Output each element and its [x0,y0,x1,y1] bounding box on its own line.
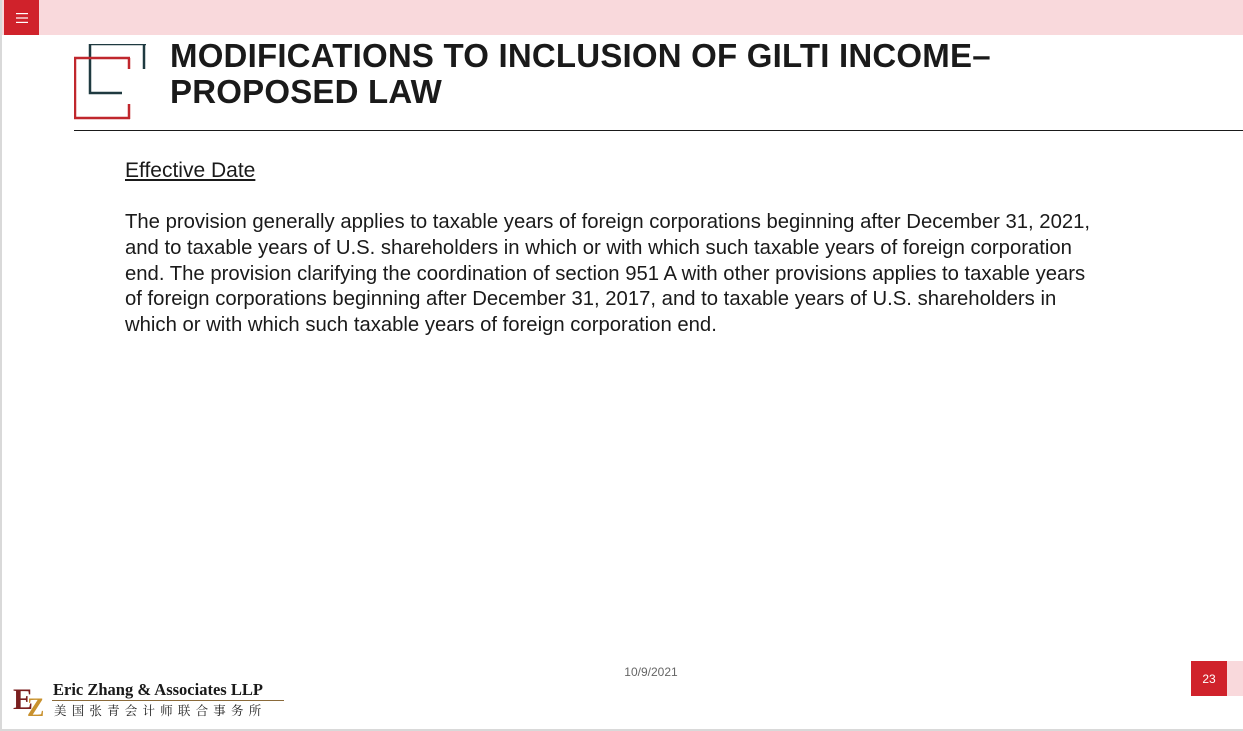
slide-title-line2: PROPOSED LAW [170,73,442,110]
slide-title [170,38,1170,110]
page-number-container [1191,661,1243,696]
bracket-logo-icon [74,44,146,120]
page-number: 23 [1191,661,1227,696]
slide-title-line1: MODIFICATIONS TO INCLUSION OF GILTI INCOME– [170,37,991,74]
section-heading: Effective Date [125,159,256,182]
firm-name-chinese: 美国张青会计师联合事务所 [54,703,267,718]
ez-monogram-z: Z [27,693,45,719]
hamburger-menu-icon [16,13,28,23]
ez-monogram-icon [12,679,52,719]
footer-date: 10/9/2021 [624,665,678,679]
top-bar [2,0,1243,35]
menu-button[interactable] [4,0,39,35]
title-divider [74,130,1243,131]
firm-logo [12,679,287,721]
body-paragraph: The provision generally applies to taxable years of foreign corporations beginning after December 31, 2021, and to taxable years of U.S. shareholders in which or with which such taxable years of foreign corporation end. The provision clarifying the coordination of section 951 A with other provisions applies to taxable years of foreign corporations beginning after December 31, 2017, and to taxable years of U.S. shareholders in which or with which such taxable years of foreign corporation end. [125,211,1091,337]
firm-name: Eric Zhang & Associates LLP [53,680,263,699]
ez-monogram-e: E [13,683,34,716]
